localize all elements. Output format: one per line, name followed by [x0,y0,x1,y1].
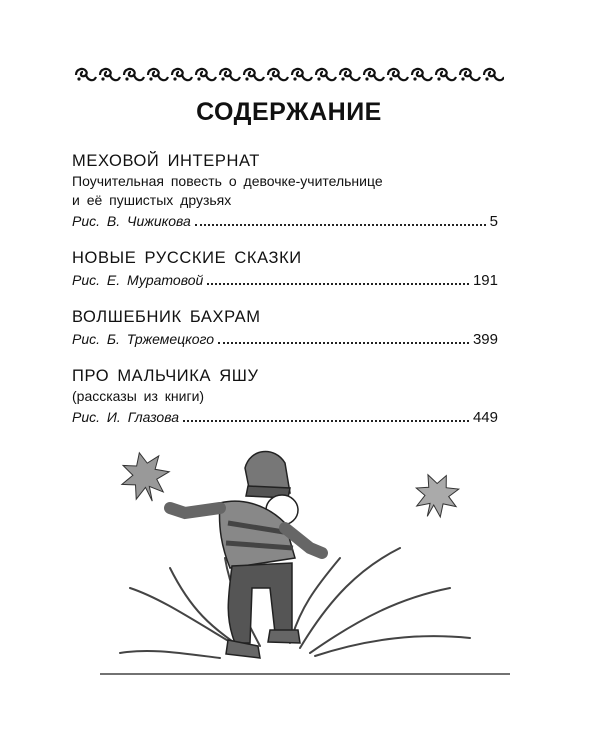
entry-subtitle-line: (рассказы из книги) [72,388,205,404]
entry-subtitle-line: Поучительная повесть о девочке-учительнице [72,173,383,189]
maple-leaf-icon [115,448,175,508]
entry-illustrator-line [72,210,498,233]
toc-entry-novye-russkie-skazki[interactable] [72,247,498,292]
toc-entry-volshebnik-bahram[interactable] [72,306,498,351]
entry-illustrator-line [72,269,498,292]
toc-entry-mehovoy-internat[interactable] [72,150,498,233]
entry-title: МЕХОВОЙ ИНТЕРНАТ [72,152,260,170]
illustration-boy-jumping-in-puddle [100,448,520,678]
boy-figure [170,452,322,658]
toc-entry-pro-malchika-yashu[interactable] [72,365,498,429]
entry-page-number: 191 [472,272,498,289]
entry-title: НОВЫЕ РУССКИЕ СКАЗКИ [72,249,302,267]
page-title: СОДЕРЖАНИЕ [196,98,382,126]
maple-leaf-icon [407,466,466,525]
entry-illustrator: Рис. Е. Муратовой [72,272,204,288]
table-of-contents [72,150,498,443]
entry-illustrator-line [72,328,498,351]
entry-title: ВОЛШЕБНИК БАХРАМ [72,308,261,326]
entry-page-number: 5 [489,213,498,230]
entry-illustrator-line [72,406,498,429]
entry-illustrator: Рис. Б. Тржемецкого [72,331,215,347]
entry-page-number: 399 [472,331,498,348]
entry-subtitle-line: и её пушистых друзьях [72,192,232,208]
dot-leader [207,283,469,285]
dot-leader [218,342,469,344]
dot-leader [183,420,469,422]
dot-leader [195,224,486,226]
entry-illustrator: Рис. И. Глазова [72,409,179,425]
decorative-ornament-border [74,66,504,84]
entry-illustrator: Рис. В. Чижикова [72,213,191,229]
entry-title: ПРО МАЛЬЧИКА ЯШУ [72,367,259,385]
entry-page-number: 449 [472,409,498,426]
